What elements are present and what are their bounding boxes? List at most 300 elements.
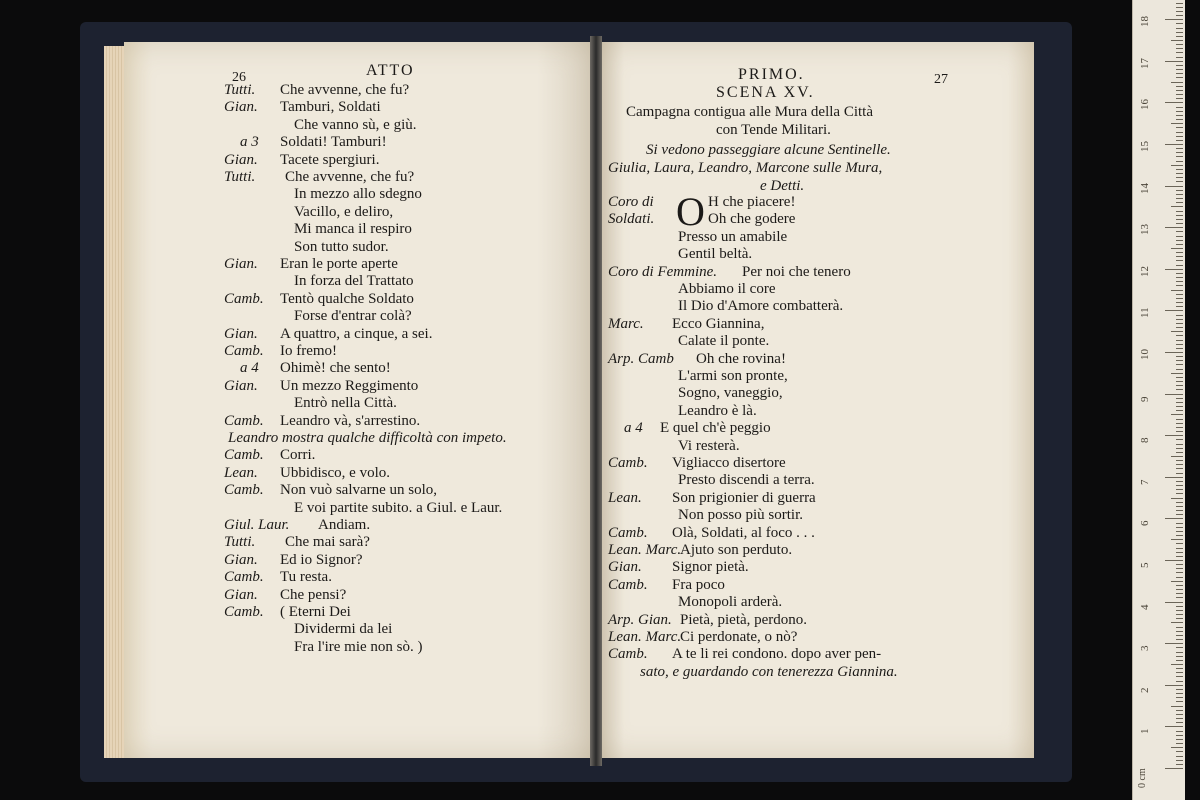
ruler-tick bbox=[1176, 627, 1183, 628]
speaker-name: Gian. bbox=[608, 559, 642, 576]
ruler-tick bbox=[1176, 265, 1183, 266]
ruler-tick bbox=[1176, 722, 1183, 723]
ruler-tick bbox=[1165, 352, 1183, 353]
speaker-name: a 4 bbox=[240, 360, 259, 377]
line-text: Ohimè! che sento! bbox=[280, 360, 391, 377]
line-text: Son tutto sudor. bbox=[294, 238, 389, 255]
line-text: Pietà, pietà, perdono. bbox=[680, 611, 808, 628]
ruler-tick bbox=[1176, 136, 1183, 137]
ruler-tick bbox=[1176, 681, 1183, 682]
ruler-number: 17 bbox=[1139, 57, 1151, 69]
line-text: Entrò nella Città. bbox=[294, 395, 397, 412]
ruler-tick bbox=[1171, 498, 1183, 499]
line-text: Gentil beltà. bbox=[678, 246, 753, 263]
ruler-tick bbox=[1176, 585, 1183, 586]
line-text: Tamburi, Soldati bbox=[280, 99, 381, 116]
ruler-tick bbox=[1165, 602, 1183, 603]
ruler-tick bbox=[1165, 310, 1183, 311]
ruler-tick bbox=[1176, 531, 1183, 532]
ruler-tick bbox=[1176, 281, 1183, 282]
ruler-tick bbox=[1176, 672, 1183, 673]
speaker-name: Camb. bbox=[224, 290, 264, 307]
ruler-tick bbox=[1171, 123, 1183, 124]
line-text: Che pensi? bbox=[280, 586, 347, 603]
ruler-tick bbox=[1176, 173, 1183, 174]
ruler-tick bbox=[1165, 227, 1183, 228]
ruler-tick bbox=[1176, 32, 1183, 33]
ruler-tick bbox=[1176, 431, 1183, 432]
speaker-name: Camb. bbox=[224, 412, 264, 429]
ruler-tick bbox=[1176, 285, 1183, 286]
ruler-tick bbox=[1176, 731, 1183, 732]
speaker-name: Camb. bbox=[608, 524, 648, 541]
ruler-tick bbox=[1176, 335, 1183, 336]
ruler-tick bbox=[1165, 102, 1183, 103]
ruler-unit-label: 0 cm bbox=[1137, 768, 1148, 788]
line-text: Oh che godere bbox=[708, 211, 796, 228]
line-text: E voi partite subito. a Giul. e Laur. bbox=[294, 499, 503, 516]
ruler-tick bbox=[1165, 19, 1183, 20]
ruler-tick bbox=[1165, 394, 1183, 395]
ruler-tick bbox=[1176, 473, 1183, 474]
ruler-tick bbox=[1176, 743, 1183, 744]
ruler-tick bbox=[1176, 73, 1183, 74]
ruler-tick bbox=[1176, 689, 1183, 690]
line-text: ( Eterni Dei bbox=[280, 604, 351, 620]
ruler-tick bbox=[1176, 756, 1183, 757]
ruler-number: 4 bbox=[1139, 604, 1151, 610]
ruler-tick bbox=[1171, 373, 1183, 374]
ruler-tick bbox=[1171, 622, 1183, 623]
ruler-number: 8 bbox=[1139, 437, 1151, 444]
ruler-tick bbox=[1165, 643, 1183, 644]
book-gutter bbox=[590, 36, 602, 766]
speaker-name: Giul. Laur. bbox=[224, 517, 290, 533]
line-text: Fra l'ire mie non sò. ) bbox=[294, 638, 423, 655]
ruler-tick bbox=[1176, 577, 1183, 578]
ruler-tick bbox=[1176, 410, 1183, 411]
ruler-number: 15 bbox=[1139, 141, 1151, 152]
line-text: Signor pietà. bbox=[672, 559, 749, 576]
ruler-tick bbox=[1176, 273, 1183, 274]
ruler-tick bbox=[1176, 398, 1183, 399]
line-text: Calate il ponte. bbox=[678, 333, 770, 350]
ruler-tick bbox=[1165, 186, 1183, 187]
ruler-tick bbox=[1176, 344, 1183, 345]
speaker-name: Camb. bbox=[608, 646, 648, 663]
line-text: In forza del Trattato bbox=[294, 273, 414, 290]
cast-list-line-1: Giulia, Laura, Leandro, Marcone sulle Mura, bbox=[608, 160, 883, 176]
line-text: Presso un amabile bbox=[678, 228, 788, 245]
line-text: Presto discendi a terra. bbox=[678, 472, 815, 489]
speaker-name: Gian. bbox=[224, 586, 258, 603]
line-text: Ed io Signor? bbox=[280, 551, 363, 568]
speaker-name: Tutti. bbox=[224, 169, 256, 185]
line-text: Oh che rovina! bbox=[696, 350, 786, 367]
ruler-tick bbox=[1176, 572, 1183, 573]
ruler-tick bbox=[1176, 90, 1183, 91]
scene-heading: SCENA XV. bbox=[716, 84, 815, 101]
ruler-tick bbox=[1176, 510, 1183, 511]
ruler-tick bbox=[1176, 639, 1183, 640]
line-text: Io fremo! bbox=[280, 343, 338, 359]
ruler-number: 2 bbox=[1139, 687, 1151, 693]
ruler-tick bbox=[1176, 360, 1183, 361]
line-text: Che avvenne, che fu? bbox=[285, 169, 415, 185]
line-text: Leandro mostra qualche difficoltà con impeto. bbox=[228, 430, 507, 446]
ruler-tick bbox=[1176, 610, 1183, 611]
ruler-tick bbox=[1176, 327, 1183, 328]
ruler-tick bbox=[1171, 290, 1183, 291]
ruler-tick bbox=[1176, 377, 1183, 378]
ruler-tick bbox=[1176, 548, 1183, 549]
ruler-tick bbox=[1176, 464, 1183, 465]
ruler-tick bbox=[1176, 527, 1183, 528]
ruler-tick bbox=[1176, 277, 1183, 278]
line-text: E quel ch'è peggio bbox=[660, 420, 771, 437]
line-text: H che piacere! bbox=[708, 194, 796, 210]
speaker-name: Camb. bbox=[224, 343, 264, 359]
measuring-ruler bbox=[1132, 0, 1185, 800]
ruler-tick bbox=[1176, 69, 1183, 70]
stage-direction: Si vedono passeggiare alcune Sentinelle. bbox=[646, 142, 891, 158]
line-text: Olà, Soldati, al foco . . . bbox=[672, 524, 815, 541]
ruler-tick bbox=[1176, 676, 1183, 677]
line-text: A quattro, a cinque, a sei. bbox=[280, 325, 433, 342]
cast-list-line-2: e Detti. bbox=[760, 178, 805, 194]
ruler-tick bbox=[1165, 726, 1183, 727]
ruler-tick bbox=[1176, 568, 1183, 569]
ruler-tick bbox=[1176, 444, 1183, 445]
ruler-tick bbox=[1176, 169, 1183, 170]
ruler-tick bbox=[1176, 739, 1183, 740]
ruler-tick bbox=[1176, 302, 1183, 303]
line-text: Dividermi da lei bbox=[294, 621, 393, 638]
ruler-tick bbox=[1176, 11, 1183, 12]
scene-setting-line-2: con Tende Militari. bbox=[716, 122, 831, 138]
ruler-number: 16 bbox=[1139, 99, 1151, 111]
ruler-tick bbox=[1176, 385, 1183, 386]
ruler-tick bbox=[1176, 402, 1183, 403]
ruler-number: 1 bbox=[1139, 728, 1151, 735]
line-text: Non posso più sortir. bbox=[678, 507, 804, 524]
ruler-tick bbox=[1165, 477, 1183, 478]
speaker-name: Lean. bbox=[608, 489, 642, 506]
ruler-tick bbox=[1176, 735, 1183, 736]
ruler-number: 13 bbox=[1139, 224, 1151, 236]
ruler-tick bbox=[1176, 77, 1183, 78]
line-text: Soldati! Tamburi! bbox=[280, 134, 387, 151]
ruler-tick bbox=[1176, 460, 1183, 461]
ruler-tick bbox=[1176, 369, 1183, 370]
ruler-tick bbox=[1171, 414, 1183, 415]
ruler-number: 14 bbox=[1139, 182, 1151, 194]
ruler-tick bbox=[1176, 760, 1183, 761]
ruler-number: 7 bbox=[1139, 479, 1151, 485]
ruler-tick bbox=[1171, 331, 1183, 332]
ruler-tick bbox=[1176, 111, 1183, 112]
ruler-tick bbox=[1176, 381, 1183, 382]
ruler-tick bbox=[1176, 356, 1183, 357]
ruler-tick bbox=[1171, 539, 1183, 540]
ruler-tick bbox=[1176, 606, 1183, 607]
ruler-tick bbox=[1176, 223, 1183, 224]
ruler-tick bbox=[1176, 764, 1183, 765]
speaker-name: Camb. bbox=[608, 576, 648, 593]
running-header-left: ATTO bbox=[366, 62, 415, 79]
ruler-number: 9 bbox=[1139, 396, 1151, 402]
ruler-tick bbox=[1176, 593, 1183, 594]
ruler-tick bbox=[1176, 256, 1183, 257]
ruler-tick bbox=[1176, 52, 1183, 53]
ruler-tick bbox=[1176, 236, 1183, 237]
line-text: Ecco Giannina, bbox=[672, 315, 765, 332]
ruler-tick bbox=[1165, 144, 1183, 145]
ruler-tick bbox=[1171, 706, 1183, 707]
ruler-tick bbox=[1176, 7, 1183, 8]
ruler-tick bbox=[1176, 631, 1183, 632]
line-text: Son prigionier di guerra bbox=[672, 489, 816, 506]
ruler-tick bbox=[1176, 190, 1183, 191]
ruler-tick bbox=[1176, 406, 1183, 407]
ruler-number: 18 bbox=[1139, 16, 1151, 28]
speaker-name: Lean. bbox=[224, 464, 258, 481]
ruler-tick bbox=[1176, 427, 1183, 428]
ruler-tick bbox=[1176, 48, 1183, 49]
speaker-name: Camb. bbox=[608, 455, 648, 471]
line-text: L'armi son pronte, bbox=[678, 368, 788, 384]
ruler-tick bbox=[1176, 260, 1183, 261]
ruler-tick bbox=[1176, 194, 1183, 195]
ruler-tick bbox=[1176, 423, 1183, 424]
ruler-tick bbox=[1176, 652, 1183, 653]
line-text: Ubbidisco, e volo. bbox=[280, 464, 390, 481]
speaker-name: a 3 bbox=[240, 134, 259, 151]
ruler-tick bbox=[1176, 614, 1183, 615]
speaker-name: Tutti. bbox=[224, 82, 256, 98]
ruler-tick bbox=[1176, 468, 1183, 469]
ruler-tick bbox=[1176, 597, 1183, 598]
ruler-tick bbox=[1176, 489, 1183, 490]
running-header-right: PRIMO. bbox=[738, 66, 805, 83]
line-text: Sogno, vaneggio, bbox=[678, 385, 783, 402]
line-text: Fra poco bbox=[672, 576, 725, 593]
ruler-tick bbox=[1176, 148, 1183, 149]
ruler-tick bbox=[1176, 481, 1183, 482]
line-text: Un mezzo Reggimento bbox=[280, 377, 419, 394]
line-text: Tacete spergiuri. bbox=[280, 151, 380, 168]
ruler-tick bbox=[1176, 177, 1183, 178]
ruler-tick bbox=[1176, 231, 1183, 232]
ruler-tick bbox=[1176, 552, 1183, 553]
speaker-name: a 4 bbox=[624, 420, 643, 437]
scene-setting-line-1: Campagna contigua alle Mura della Città bbox=[626, 104, 874, 120]
drop-cap-letter: O bbox=[676, 189, 705, 234]
ruler-tick bbox=[1171, 664, 1183, 665]
ruler-tick bbox=[1176, 298, 1183, 299]
ruler-tick bbox=[1171, 206, 1183, 207]
ruler-tick bbox=[1176, 693, 1183, 694]
ruler-tick bbox=[1176, 340, 1183, 341]
line-text: Ajuto son perduto. bbox=[680, 542, 793, 558]
ruler-tick bbox=[1165, 685, 1183, 686]
ruler-tick bbox=[1171, 248, 1183, 249]
ruler-tick bbox=[1176, 306, 1183, 307]
ruler-tick bbox=[1176, 668, 1183, 669]
ruler-tick bbox=[1176, 23, 1183, 24]
line-text: Leandro và, s'arrestino. bbox=[280, 412, 421, 429]
ruler-tick bbox=[1176, 202, 1183, 203]
ruler-tick bbox=[1176, 119, 1183, 120]
line-text: Non vuò salvarne un solo, bbox=[280, 482, 438, 499]
ruler-tick bbox=[1165, 768, 1183, 769]
line-text: Tentò qualche Soldato bbox=[280, 290, 414, 307]
line-text: Tu resta. bbox=[280, 569, 332, 586]
line-text: In mezzo allo sdegno bbox=[294, 186, 422, 203]
ruler-tick bbox=[1171, 456, 1183, 457]
line-text: Che mai sarà? bbox=[285, 534, 370, 551]
ruler-tick bbox=[1176, 751, 1183, 752]
ruler-tick bbox=[1176, 452, 1183, 453]
ruler-tick bbox=[1176, 710, 1183, 711]
ruler-tick bbox=[1176, 523, 1183, 524]
ruler-tick bbox=[1176, 618, 1183, 619]
ruler-tick bbox=[1176, 535, 1183, 536]
ruler-tick bbox=[1165, 560, 1183, 561]
ruler-tick bbox=[1176, 389, 1183, 390]
ruler-tick bbox=[1176, 697, 1183, 698]
line-text: Mi manca il respiro bbox=[294, 221, 412, 238]
line-text: Ci perdonate, o nò? bbox=[680, 629, 798, 645]
ruler-tick bbox=[1176, 127, 1183, 128]
speaker-name: Camb. bbox=[224, 447, 264, 464]
ruler-tick bbox=[1171, 747, 1183, 748]
ruler-tick bbox=[1165, 61, 1183, 62]
line-text: Vacillo, e deliro, bbox=[294, 203, 394, 220]
ruler-tick bbox=[1176, 564, 1183, 565]
page-number-right: 27 bbox=[934, 72, 948, 87]
ruler-tick bbox=[1176, 36, 1183, 37]
ruler-tick bbox=[1176, 319, 1183, 320]
ruler-number: 5 bbox=[1139, 562, 1151, 568]
ruler-tick bbox=[1176, 44, 1183, 45]
speaker-name: Gian. bbox=[224, 377, 258, 394]
speaker-name: Gian. bbox=[224, 325, 258, 342]
ruler-tick bbox=[1176, 15, 1183, 16]
speaker-name: Camb. bbox=[224, 482, 264, 499]
line-text: Per noi che tenero bbox=[742, 263, 851, 280]
ruler-tick bbox=[1176, 252, 1183, 253]
line-text: Corri. bbox=[280, 447, 316, 464]
ruler-tick bbox=[1176, 107, 1183, 108]
speaker-name: Gian. bbox=[224, 551, 258, 568]
line-text: sato, e guardando con tenerezza Giannina. bbox=[640, 663, 898, 680]
ruler-tick bbox=[1165, 435, 1183, 436]
ruler-tick bbox=[1176, 364, 1183, 365]
ruler-tick bbox=[1176, 502, 1183, 503]
ruler-tick bbox=[1176, 506, 1183, 507]
speaker-name: Camb. bbox=[224, 569, 264, 586]
ruler-tick bbox=[1176, 419, 1183, 420]
ruler-tick bbox=[1176, 244, 1183, 245]
ruler-tick bbox=[1171, 82, 1183, 83]
speaker-name: Soldati. bbox=[608, 211, 655, 228]
line-text: Leandro è là. bbox=[678, 402, 757, 419]
ruler-tick bbox=[1176, 485, 1183, 486]
ruler-tick bbox=[1176, 323, 1183, 324]
ruler-number: 11 bbox=[1139, 307, 1151, 319]
ruler-tick bbox=[1176, 115, 1183, 116]
line-text: Il Dio d'Amore combatterà. bbox=[678, 298, 844, 315]
line-text: A te li rei condono. dopo aver pen- bbox=[672, 646, 882, 663]
speaker-name: Coro di bbox=[608, 194, 654, 210]
ruler-tick bbox=[1176, 348, 1183, 349]
ruler-tick bbox=[1176, 65, 1183, 66]
line-text: Vigliacco disertore bbox=[672, 455, 786, 471]
ruler-number: 10 bbox=[1139, 349, 1151, 360]
speaker-name: Tutti. bbox=[224, 534, 256, 551]
ruler-tick bbox=[1176, 86, 1183, 87]
ruler-tick bbox=[1176, 94, 1183, 95]
ruler-tick bbox=[1176, 543, 1183, 544]
ruler-tick bbox=[1176, 294, 1183, 295]
ruler-tick bbox=[1176, 701, 1183, 702]
ruler-tick bbox=[1176, 714, 1183, 715]
line-text: Che avvenne, che fu? bbox=[280, 82, 410, 98]
line-text: Monopoli arderà. bbox=[678, 594, 783, 611]
ruler-tick bbox=[1165, 518, 1183, 519]
speaker-name: Camb. bbox=[224, 604, 264, 620]
speaker-name: Lean. Marc. bbox=[608, 542, 682, 558]
ruler-tick bbox=[1176, 28, 1183, 29]
speaker-name: Gian. bbox=[224, 256, 258, 272]
ruler-tick bbox=[1176, 219, 1183, 220]
speaker-name: Gian. bbox=[224, 99, 258, 116]
line-text: Forse d'entrar colà? bbox=[294, 308, 412, 325]
ruler-tick bbox=[1176, 57, 1183, 58]
ruler-tick bbox=[1176, 211, 1183, 212]
ruler-tick bbox=[1176, 448, 1183, 449]
speaker-name: Arp. Gian. bbox=[608, 611, 672, 628]
line-text: Eran le porte aperte bbox=[280, 256, 398, 272]
line-text: Vi resterà. bbox=[678, 437, 740, 454]
ruler-tick bbox=[1176, 156, 1183, 157]
ruler-tick bbox=[1176, 556, 1183, 557]
ruler-tick bbox=[1165, 269, 1183, 270]
speaker-name: Coro di Femmine. bbox=[608, 263, 718, 280]
ruler-tick bbox=[1176, 660, 1183, 661]
ruler-tick bbox=[1176, 635, 1183, 636]
line-text: Abbiamo il core bbox=[678, 281, 776, 297]
ruler-tick bbox=[1176, 656, 1183, 657]
ruler-number: 3 bbox=[1139, 645, 1151, 652]
speaker-name: Gian. bbox=[224, 151, 258, 168]
ruler-tick bbox=[1171, 581, 1183, 582]
ruler-tick bbox=[1176, 152, 1183, 153]
ruler-tick bbox=[1176, 132, 1183, 133]
ruler-tick bbox=[1176, 718, 1183, 719]
ruler-tick bbox=[1176, 493, 1183, 494]
ruler-tick bbox=[1176, 647, 1183, 648]
ruler-tick bbox=[1171, 40, 1183, 41]
speaker-name: Marc. bbox=[608, 315, 644, 332]
ruler-tick bbox=[1176, 514, 1183, 515]
ruler-tick bbox=[1176, 215, 1183, 216]
ruler-tick bbox=[1176, 439, 1183, 440]
line-text: Che vanno sù, e giù. bbox=[294, 116, 417, 133]
ruler-tick bbox=[1176, 315, 1183, 316]
ruler-number: 6 bbox=[1139, 520, 1151, 527]
